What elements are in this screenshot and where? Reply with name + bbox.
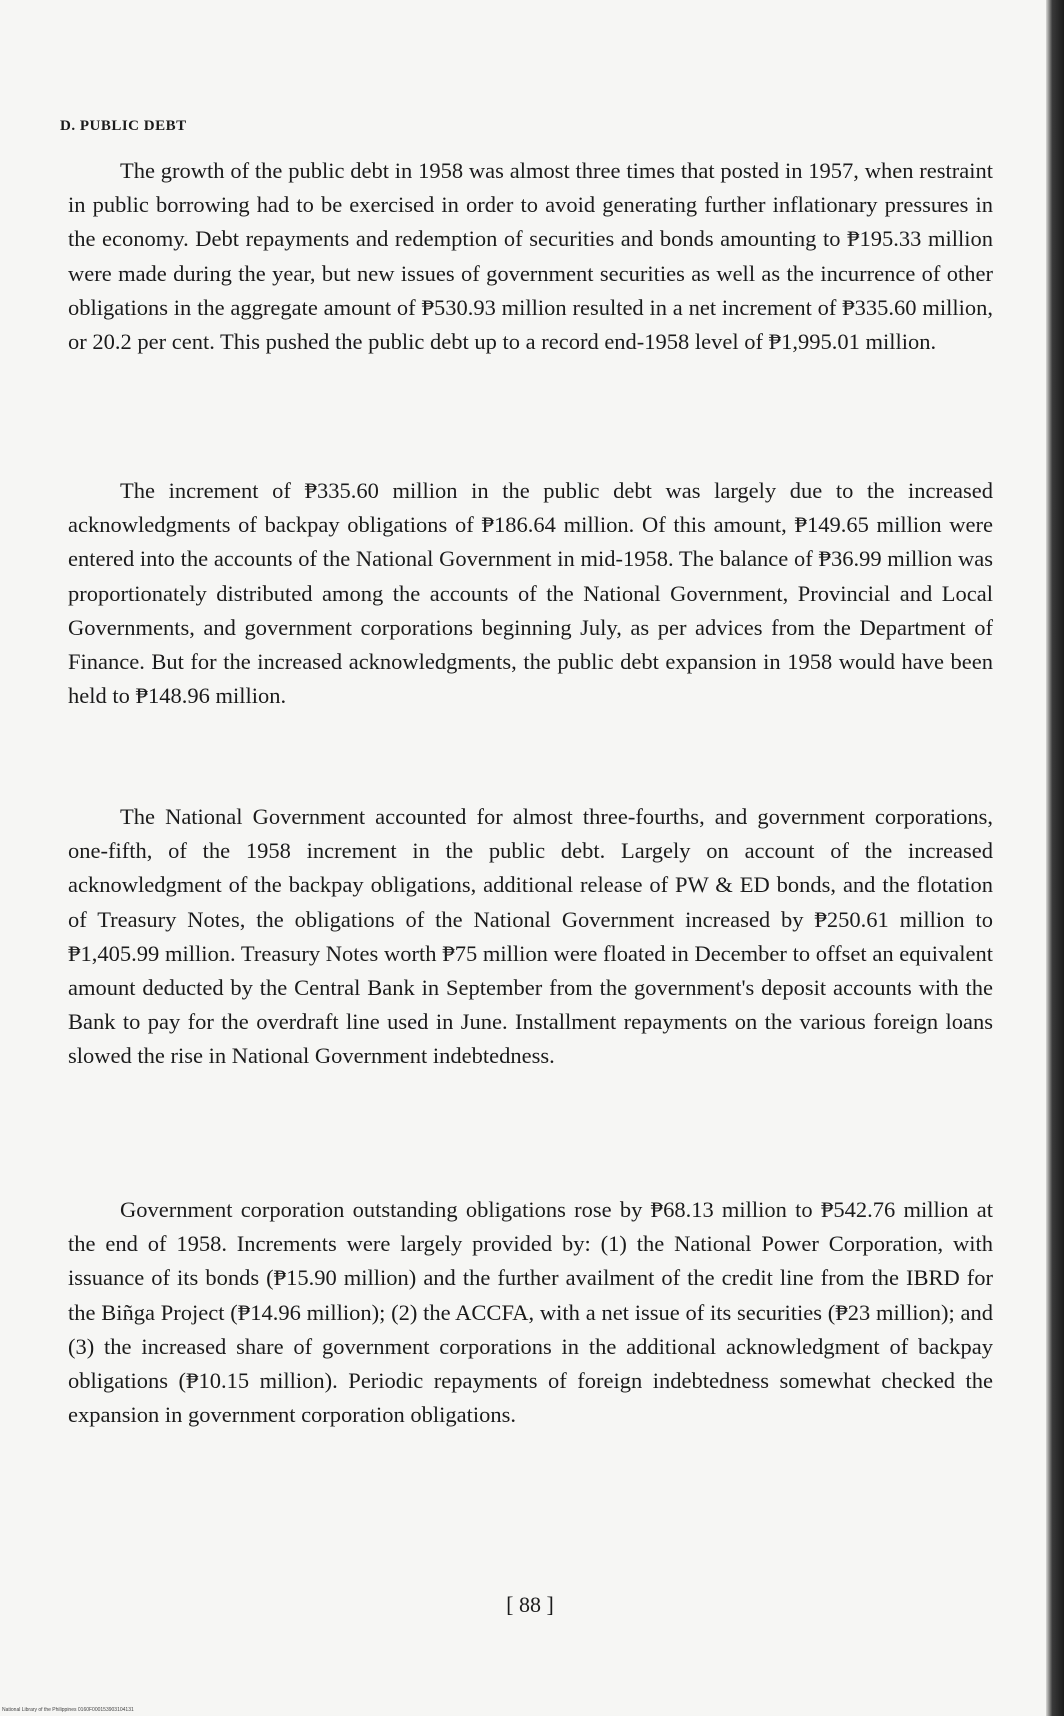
- paragraph-government-corporations: Government corporation outstanding obligations rose by ₱68.13 million to ₱542.76 million at the end of 1958. Increments were largely provided by: (1) the National Power Corporation, with issuance of its bonds (₱15.90 million) and the further availment of the credit line from the IBRD for the Biñga Project (₱14.96 million); (2) the ACCFA, with a net issue of its securities (₱23 million); and (3) the increased share of government corporations in the additional acknowledgment of backpay obligations (₱10.15 million). Periodic repayments of foreign indebtedness somewhat checked the expansion in government corporation obligations.: [68, 1197, 993, 1428]
- paragraph-public-debt-growth: The growth of the public debt in 1958 was almost three times that posted in 1957, when restraint in public borrowing had to be exercised in order to avoid generating further inflationary pressures in the economy. Debt repayments and redemption of securities and bonds amounting to ₱195.33 million were made during the year, but new issues of government securities as well as the incurrence of other obligations in the aggregate amount of ₱530.93 million resulted in a net increment of ₱335.60 million, or 20.2 per cent. This pushed the public debt up to a record end-1958 level of ₱1,995.01 million.: [68, 158, 993, 355]
- paragraph-debt-increment: The increment of ₱335.60 million in the public debt was largely due to the increased acknowledgments of backpay obligations of ₱186.64 million. Of this amount, ₱149.65 million were entered into the accounts of the National Government in mid-1958. The balance of ₱36.99 million was proportionately distributed among the accounts of the National Government, Provincial and Local Governments, and government corporations beginning July, as per advices from the Department of Finance. But for the increased acknowledgments, the public debt expansion in 1958 would have been held to ₱148.96 million.: [68, 478, 993, 709]
- paragraph-national-government: The National Government accounted for almost three-fourths, and government corporations, one-fifth, of the 1958 increment in the public debt. Largely on account of the increased acknowledgment of the backpay obligations, additional release of PW & ED bonds, and the flotation of Treasury Notes, the obligations of the National Government increased by ₱250.61 million to ₱1,405.99 million. Treasury Notes worth ₱75 million were floated in December to offset an equivalent amount deducted by the Central Bank in September from the government's deposit accounts with the Bank to pay for the overdraft line used in June. Installment repayments on the various foreign loans slowed the rise in National Government indebtedness.: [68, 804, 993, 1069]
- scan-footer-note: National Library of the Philippines 0160F000153903104131: [2, 1707, 134, 1713]
- document-page: [60, 96, 1000, 1636]
- page-binding-edge: [1046, 0, 1064, 1716]
- section-heading: D. PUBLIC DEBT: [60, 118, 187, 134]
- page-number: [ 88 ]: [506, 1592, 554, 1617]
